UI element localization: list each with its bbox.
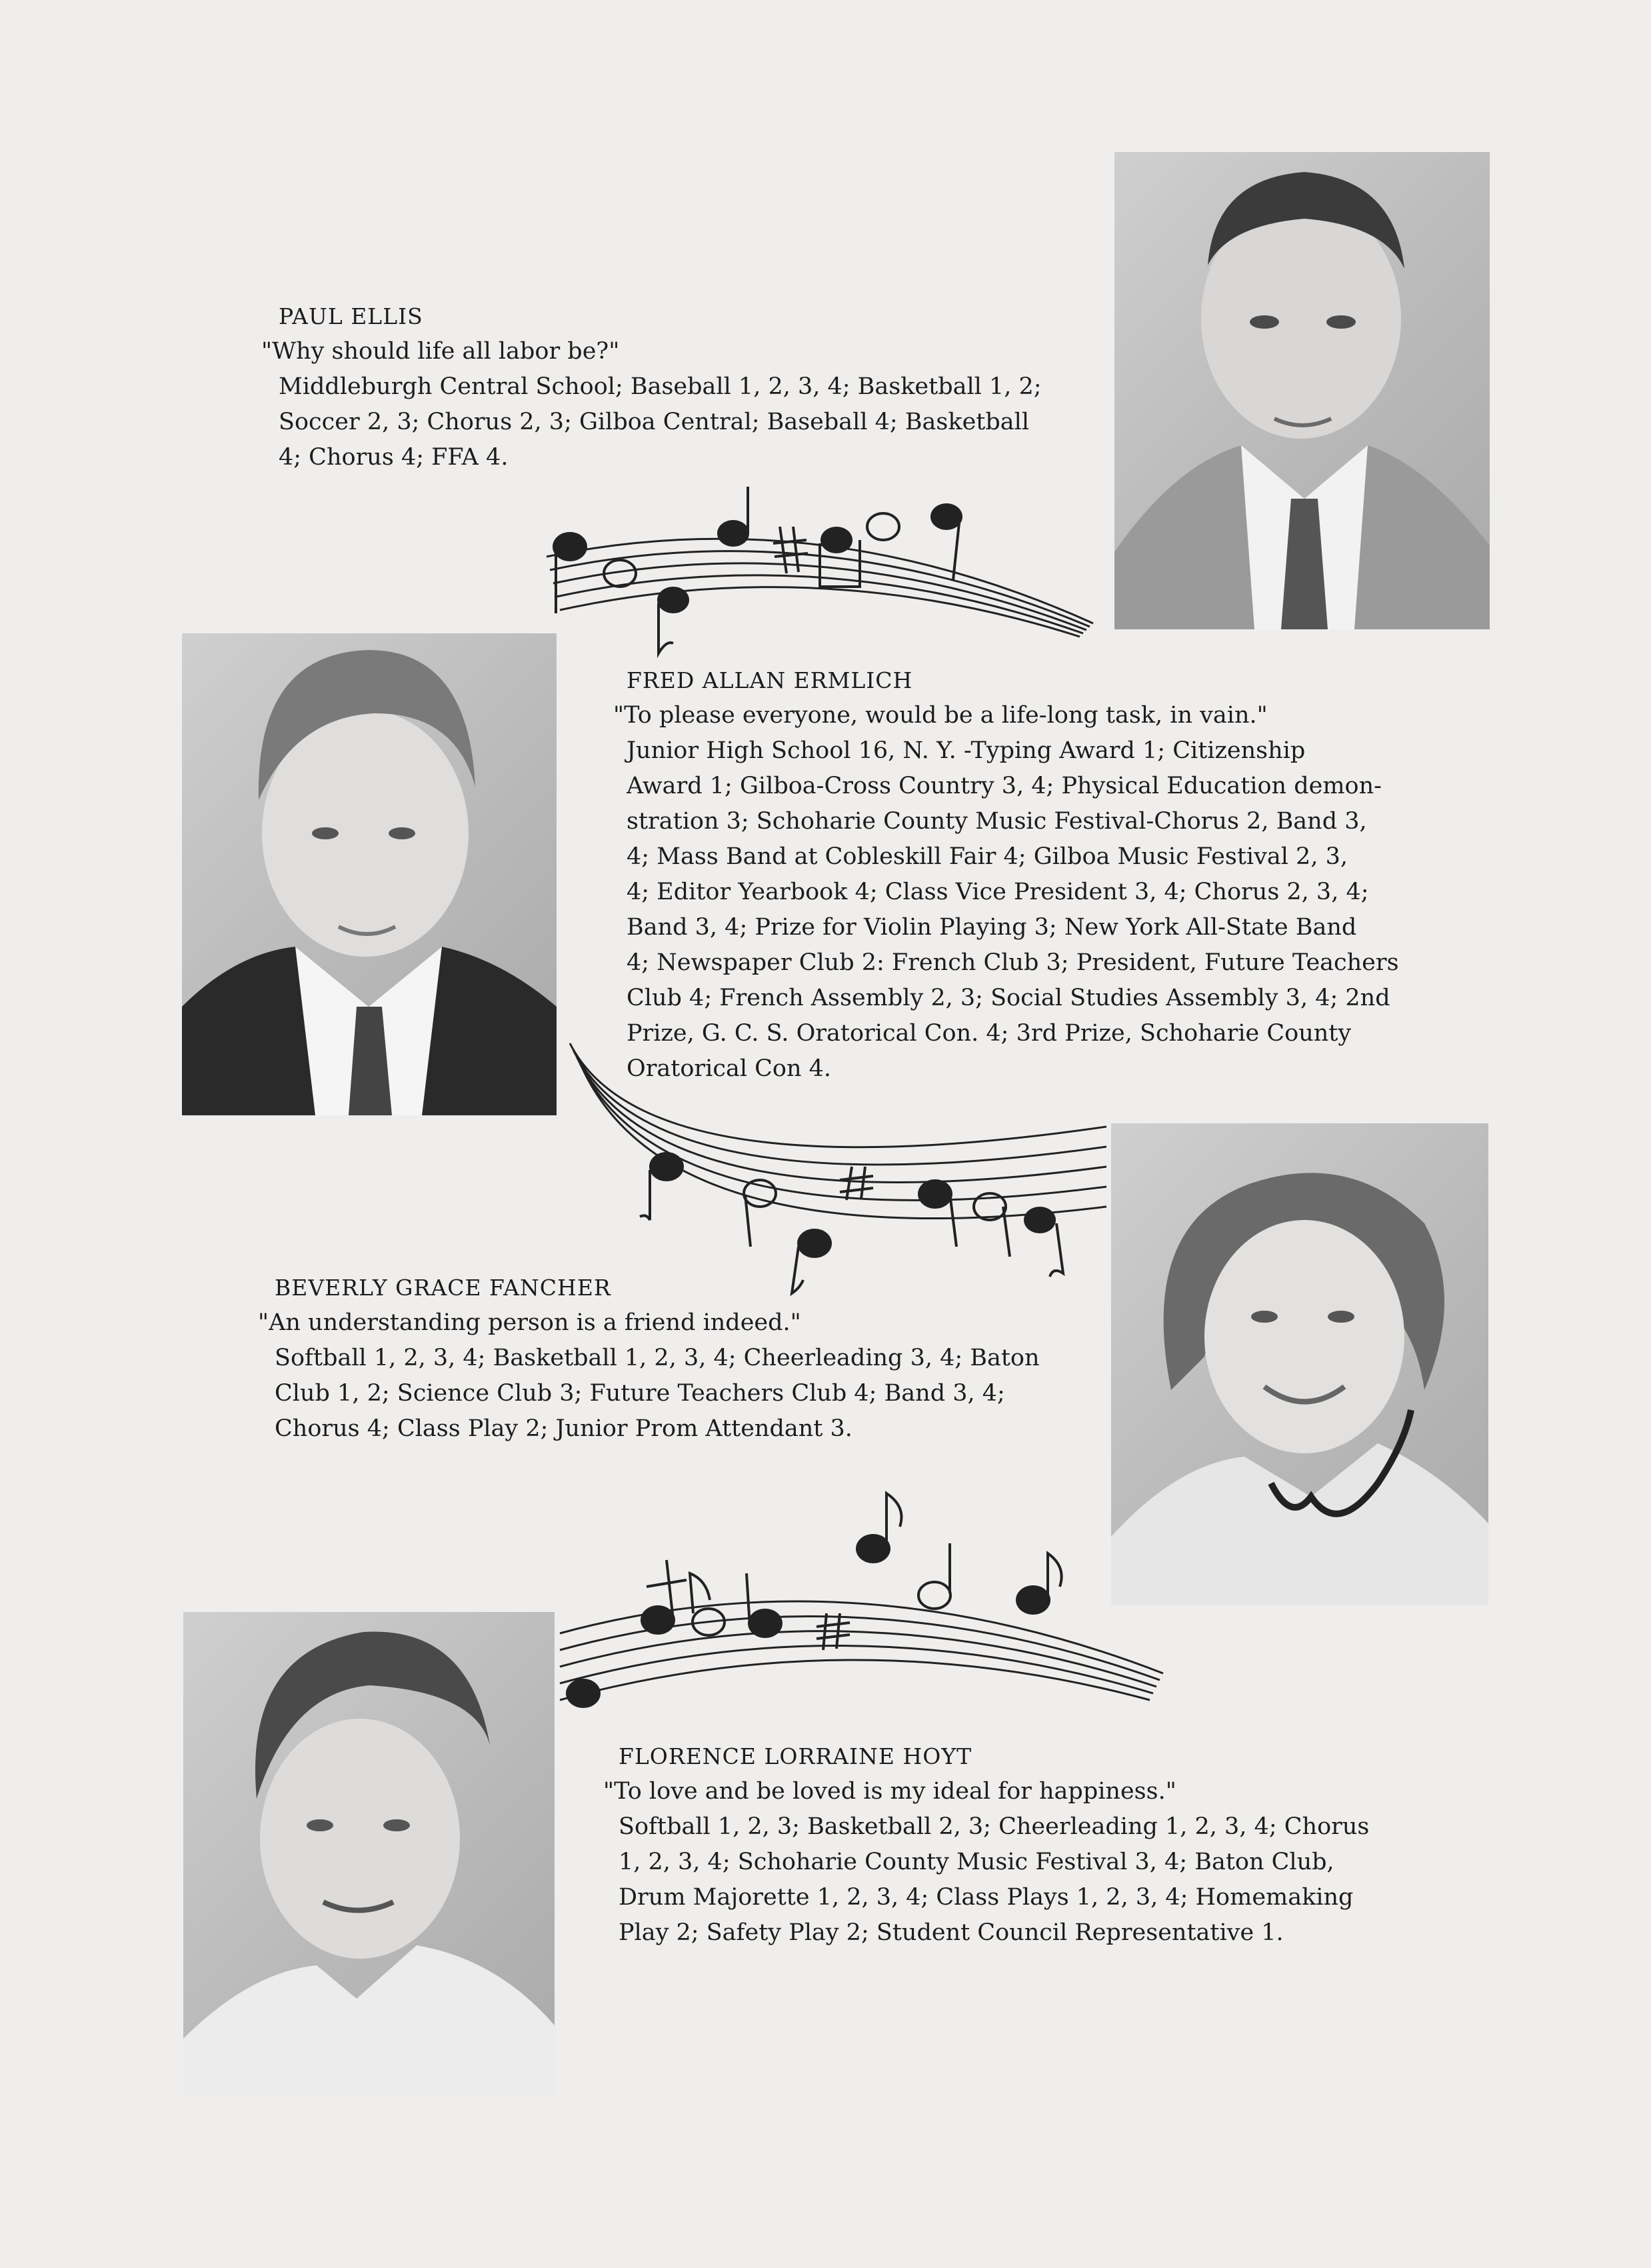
- bio-florence-lorraine-hoyt: [603, 1739, 1370, 1951]
- portrait-paul-ellis: [1114, 152, 1490, 629]
- activity-line: stration 3; Schoharie County Music Festival-Chorus 2, Band 3,: [627, 808, 1367, 835]
- activity-line: Junior High School 16, N. Y. -Typing Award 1; Citizenship: [627, 737, 1306, 764]
- activity-line: Drum Majorette 1, 2, 3, 4; Class Plays 1, 2, 3, 4; Homemaking: [619, 1884, 1354, 1911]
- activity-line: Prize, G. C. S. Oratorical Con. 4; 3rd Prize, Schoharie County: [627, 1020, 1352, 1047]
- activity-line: Chorus 4; Class Play 2; Junior Prom Attendant 3.: [275, 1415, 852, 1442]
- activity-line: Club 1, 2; Science Club 3; Future Teachers Club 4; Band 3, 4;: [275, 1380, 1005, 1407]
- bio-paul-ellis: [261, 299, 1042, 475]
- bio-beverly-grace-fancher: [258, 1270, 1040, 1447]
- senior-name: FLORENCE LORRAINE HOYT: [619, 1743, 972, 1769]
- activity-line: Play 2; Safety Play 2; Student Council Representative 1.: [619, 1919, 1284, 1946]
- senior-quote: "To please everyone, would be a life-long task, in vain.": [613, 702, 1268, 729]
- senior-name: PAUL ELLIS: [279, 303, 423, 329]
- activity-line: Softball 1, 2, 3; Basketball 2, 3; Cheerleading 1, 2, 3, 4; Chorus: [619, 1813, 1370, 1840]
- activity-line: Club 4; French Assembly 2, 3; Social Studies Assembly 3, 4; 2nd: [627, 985, 1390, 1011]
- activity-line: Band 3, 4; Prize for Violin Playing 3; New York All-State Band: [627, 914, 1357, 941]
- senior-quote: "To love and be loved is my ideal for happiness.": [603, 1778, 1176, 1805]
- activity-line: Soccer 2, 3; Chorus 2, 3; Gilboa Central; Baseball 4; Basketball: [279, 409, 1030, 435]
- activity-line: 4; Mass Band at Cobleskill Fair 4; Gilboa Music Festival 2, 3,: [627, 843, 1348, 870]
- bio-fred-allan-ermlich: [613, 663, 1399, 1087]
- senior-quote: "Why should life all labor be?": [261, 338, 620, 365]
- activity-line: 4; Newspaper Club 2: French Club 3; President, Future Teachers: [627, 949, 1399, 976]
- senior-name: FRED ALLAN ERMLICH: [627, 667, 913, 693]
- activity-line: Oratorical Con 4.: [627, 1055, 832, 1082]
- activity-line: 4; Editor Yearbook 4; Class Vice President 3, 4; Chorus 2, 3, 4;: [627, 879, 1369, 905]
- portrait-florence-lorraine-hoyt: [183, 1612, 555, 2096]
- portrait-beverly-grace-fancher: [1111, 1123, 1488, 1605]
- senior-name: BEVERLY GRACE FANCHER: [275, 1275, 611, 1301]
- activity-line: 1, 2, 3, 4; Schoharie County Music Festival 3, 4; Baton Club,: [619, 1849, 1334, 1875]
- senior-quote: "An understanding person is a friend indeed.": [258, 1309, 801, 1336]
- activity-line: Award 1; Gilboa-Cross Country 3, 4; Physical Education demon-: [627, 773, 1382, 799]
- activity-line: 4; Chorus 4; FFA 4.: [279, 444, 509, 471]
- activity-line: Middleburgh Central School; Baseball 1, 2, 3, 4; Basketball 1, 2;: [279, 373, 1042, 400]
- activity-line: Softball 1, 2, 3, 4; Basketball 1, 2, 3, 4; Cheerleading 3, 4; Baton: [275, 1345, 1040, 1371]
- music-staff-decoration: [540, 487, 1113, 660]
- music-staff-decoration: [553, 1487, 1166, 1767]
- portrait-fred-allan-ermlich: [182, 633, 557, 1115]
